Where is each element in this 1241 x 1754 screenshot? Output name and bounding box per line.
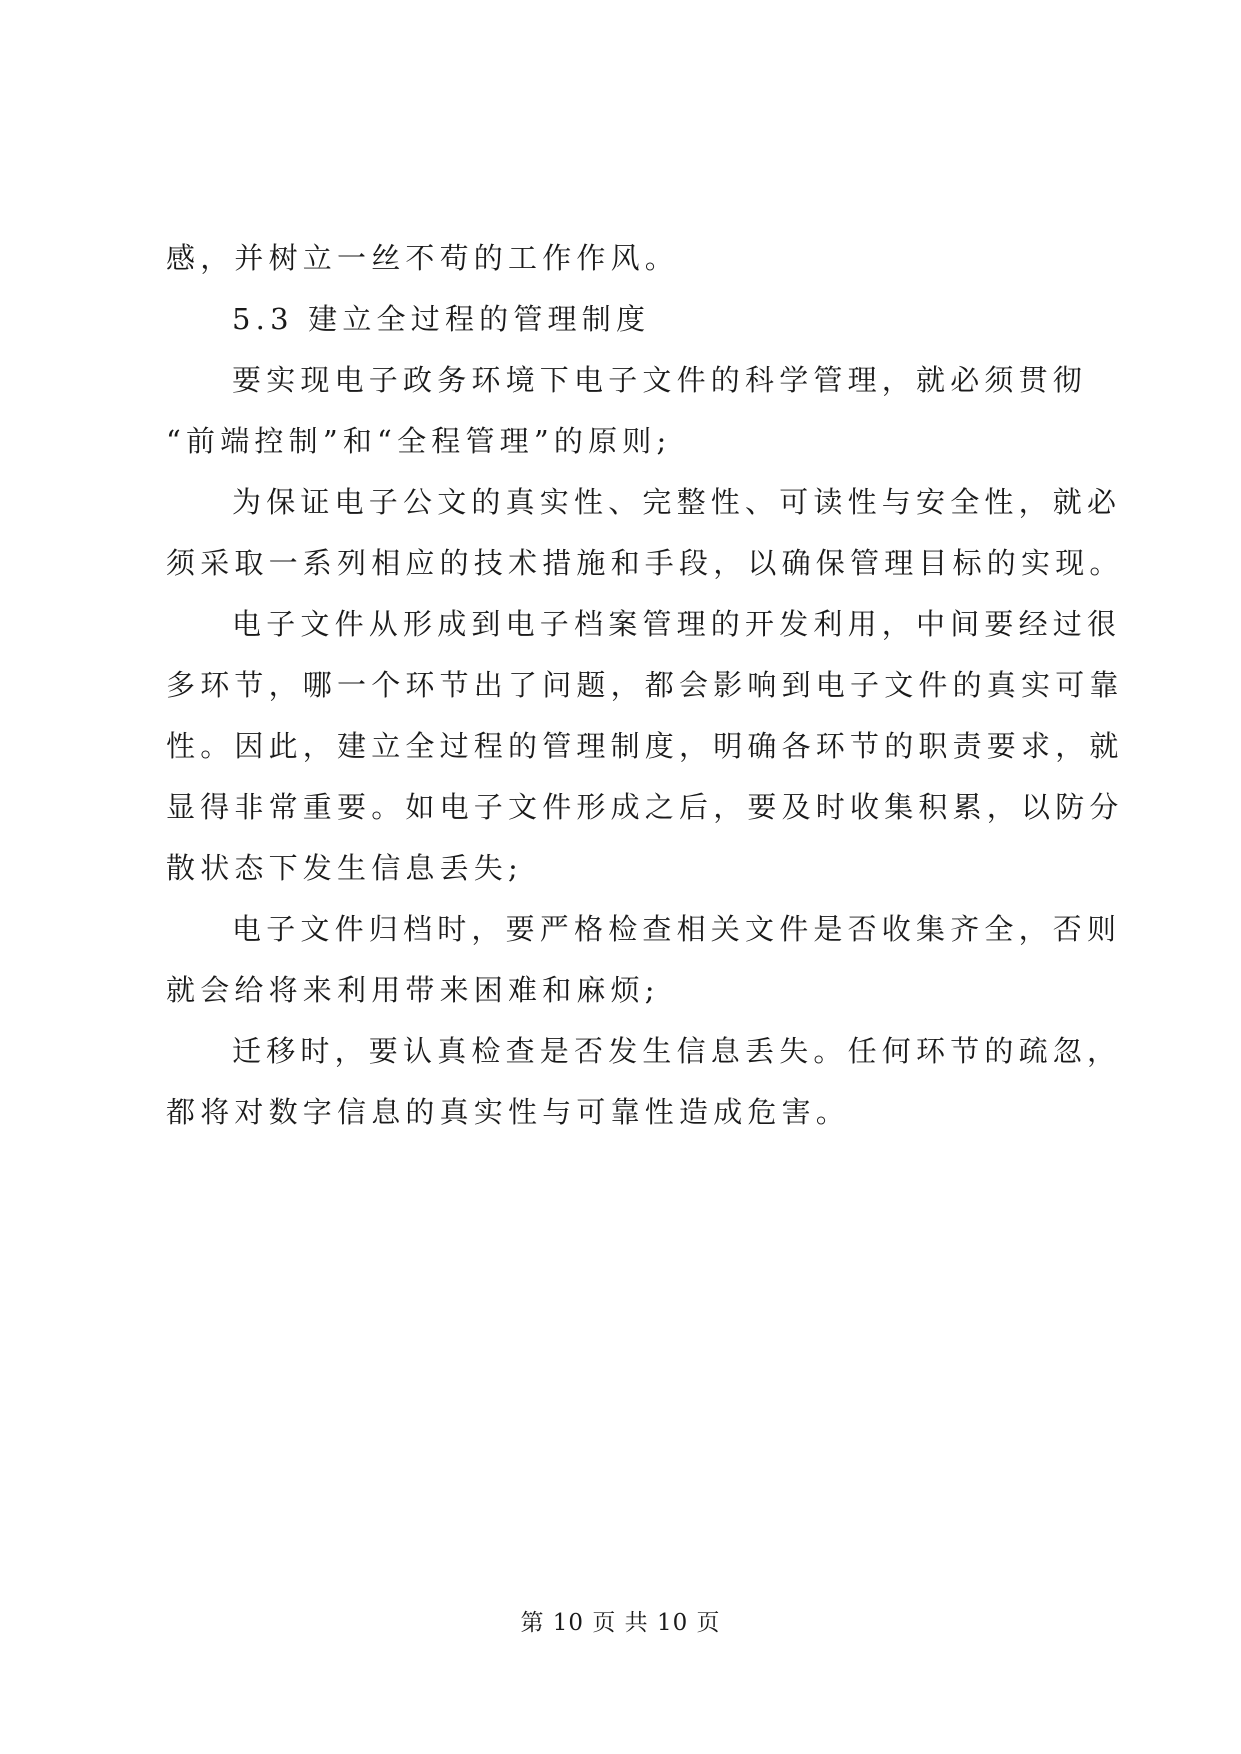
section-heading: 5.3 建立全过程的管理制度 (232, 302, 651, 336)
page-footer (0, 1604, 1241, 1637)
paragraph-line: 为保证电子公文的真实性、完整性、可读性与安全性，就必 (232, 485, 1122, 519)
paragraph-line: 电子文件归档时，要严格检查相关文件是否收集齐全，否则 (232, 912, 1122, 946)
paragraph-line: 电子文件从形成到电子档案管理的开发利用，中间要经过很 (232, 607, 1122, 641)
paragraph-line: 都将对数字信息的真实性与可靠性造成危害。 (166, 1095, 851, 1129)
document-body (166, 228, 1124, 1143)
paragraph-line: 多环节，哪一个环节出了问题，都会影响到电子文件的真实可靠 (166, 668, 1124, 702)
page-number-label: 第 10 页 共 10 页 (520, 1610, 721, 1636)
paragraph-line: 性。因此，建立全过程的管理制度，明确各环节的职责要求，就 (166, 729, 1124, 763)
paragraph-line: “前端控制”和“全程管理”的原则; (166, 424, 672, 458)
paragraph-line: 显得非常重要。如电子文件形成之后，要及时收集积累，以防分 (166, 790, 1124, 824)
paragraph-line: 散状态下发生信息丢失; (166, 851, 523, 885)
paragraph-line: 就会给将来利用带来困难和麻烦; (166, 973, 660, 1007)
paragraph-line: 要实现电子政务环境下电子文件的科学管理，就必须贯彻 (232, 363, 1088, 397)
paragraph-line: 迁移时，要认真检查是否发生信息丢失。任何环节的疏忽， (232, 1034, 1122, 1068)
paragraph-line: 须采取一系列相应的技术措施和手段，以确保管理目标的实现。 (166, 546, 1124, 580)
paragraph-line: 感，并树立一丝不苟的工作作风。 (166, 241, 680, 275)
